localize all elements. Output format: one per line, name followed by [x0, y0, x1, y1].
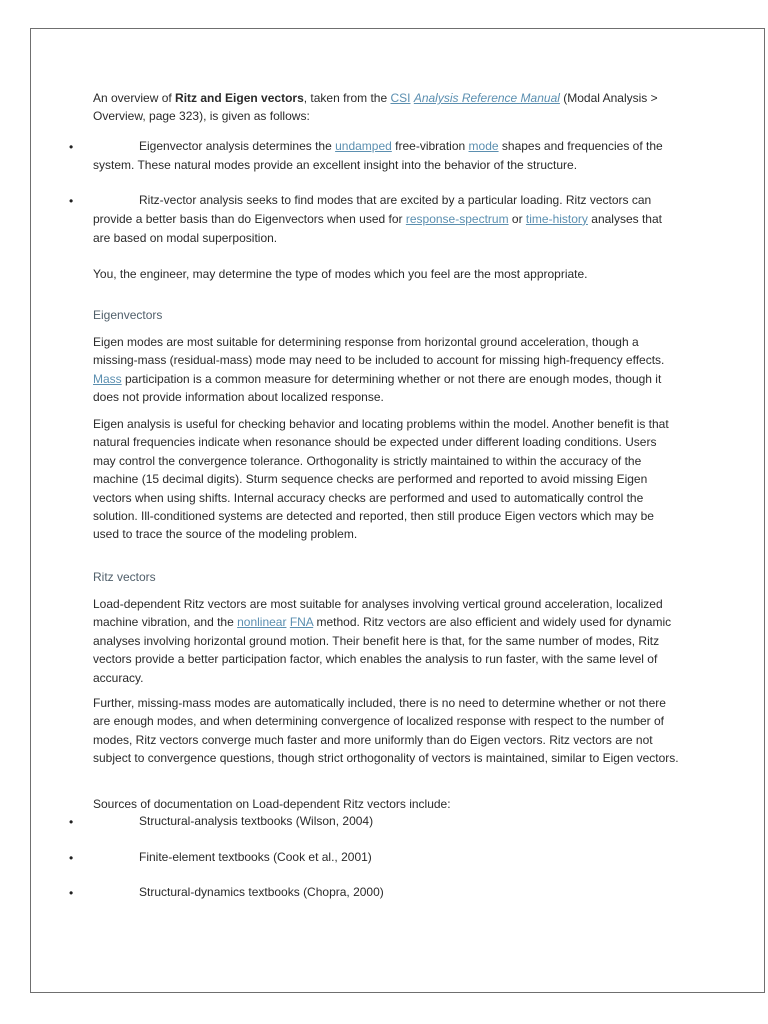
- bullet-text: Eigenvector analysis determines the: [139, 139, 336, 153]
- list-item: Structural-analysis textbooks (Wilson, 2004): [139, 814, 374, 828]
- ritz-paragraph-1: [93, 595, 681, 687]
- bullet-eigenvector: [93, 137, 681, 174]
- intro-text: An overview of: [93, 91, 176, 105]
- bullet-icon: •: [69, 815, 74, 829]
- eigen-paragraph-2: Eigen analysis is useful for checking behavior and locating problems within the model. Another benefit is that natural frequencies indicate when resonance should be expected under different loading conditions. Users may control the convergence tolerance. Orthogonality is strictly maintained to within the accuracy of the machine (15 decimal digits). Sturm sequence checks are performed and reported to avoid missing Eigen vectors when using shifts. Internal accuracy checks are performed and used to automatically control the solution. Ill-conditioned systems are detected and reported, then still produce Eigen vectors which may be used to trace the source of the modeling problem.: [93, 417, 669, 542]
- ritz-paragraph-2: Further, missing-mass modes are automatically included, there is no need to determine whether or not there are enough modes, and when determining convergence of localized response with respect to the number of modes, Ritz vectors converge much faster and more uniformly than do Eigen vectors. Ritz vectors are not subject to convergence questions, though strict orthogonality of vectors is maintained, similar to Eigen vectors.: [93, 696, 679, 766]
- intro-paragraph: [93, 89, 681, 125]
- intro-text: , taken from the: [303, 91, 391, 105]
- paragraph-text: Eigen modes are most suitable for determining response from horizontal ground acceleration, though a missing-mass (residual-mass) mode may need to be included to account for missing high-frequency effects.: [93, 335, 665, 368]
- mode-link[interactable]: mode: [468, 139, 499, 153]
- bullet-icon: •: [69, 851, 74, 865]
- sources-intro: Sources of documentation on Load-dependent Ritz vectors include:: [93, 797, 451, 811]
- bullet-icon: •: [69, 886, 74, 900]
- paragraph-text: method. Ritz vectors are also efficient and widely used for dynamic analyses involving horizontal ground motion. Their benefit here is that, for the same number of modes, Ritz vectors provide a better participation factor, which enables the analysis to run faster, with the same level of accuracy.: [93, 615, 672, 685]
- ritz-vectors-heading: Ritz vectors: [93, 570, 156, 584]
- intro-text: (Modal Analysis > Overview, page 323), is given as follows:: [93, 91, 658, 123]
- bullet-ritz-vector: [93, 191, 681, 247]
- fna-link[interactable]: FNA: [289, 615, 314, 630]
- engineer-paragraph: You, the engineer, may determine the type of modes which you feel are the most appropriate.: [93, 267, 588, 281]
- undamped-link[interactable]: undamped: [335, 139, 392, 153]
- bullet-icon: •: [69, 194, 74, 208]
- time-history-link[interactable]: time-history: [525, 211, 588, 226]
- list-item: Structural-dynamics textbooks (Chopra, 2000): [139, 885, 384, 899]
- csi-link[interactable]: CSI: [390, 91, 411, 105]
- response-spectrum-link[interactable]: response-spectrum: [405, 211, 509, 226]
- bullet-icon: •: [69, 140, 74, 154]
- document-page: [30, 28, 765, 993]
- bullet-text: or: [508, 211, 526, 226]
- intro-bold: Ritz and Eigen vectors: [175, 91, 304, 105]
- bullet-text: analyses that are based on modal superposition.: [93, 211, 662, 245]
- eigenvectors-heading: Eigenvectors: [93, 308, 163, 322]
- bullet-text: shapes and frequencies of the system. These natural modes provide an excellent insight into the behavior of the structure.: [93, 139, 663, 172]
- bullet-text: Ritz-vector analysis seeks to find modes that are excited by a particular loading. Ritz vectors can provide a better basis than do Eigenvectors when used for: [93, 193, 652, 226]
- analysis-reference-manual-link[interactable]: Analysis Reference Manual: [413, 91, 560, 105]
- bullet-text: free-vibration: [391, 139, 469, 153]
- mass-link[interactable]: Mass: [93, 371, 122, 386]
- nonlinear-link[interactable]: nonlinear: [237, 615, 287, 630]
- eigen-paragraph-1: [93, 333, 681, 407]
- list-item: Finite-element textbooks (Cook et al., 2001): [139, 850, 372, 864]
- paragraph-text: Load-dependent Ritz vectors are most suitable for analyses involving vertical ground acceleration, localized machine vibration, and the: [93, 597, 663, 630]
- paragraph-text: participation is a common measure for determining whether or not there are enough modes, though it does not provide information about localized response.: [93, 371, 662, 405]
